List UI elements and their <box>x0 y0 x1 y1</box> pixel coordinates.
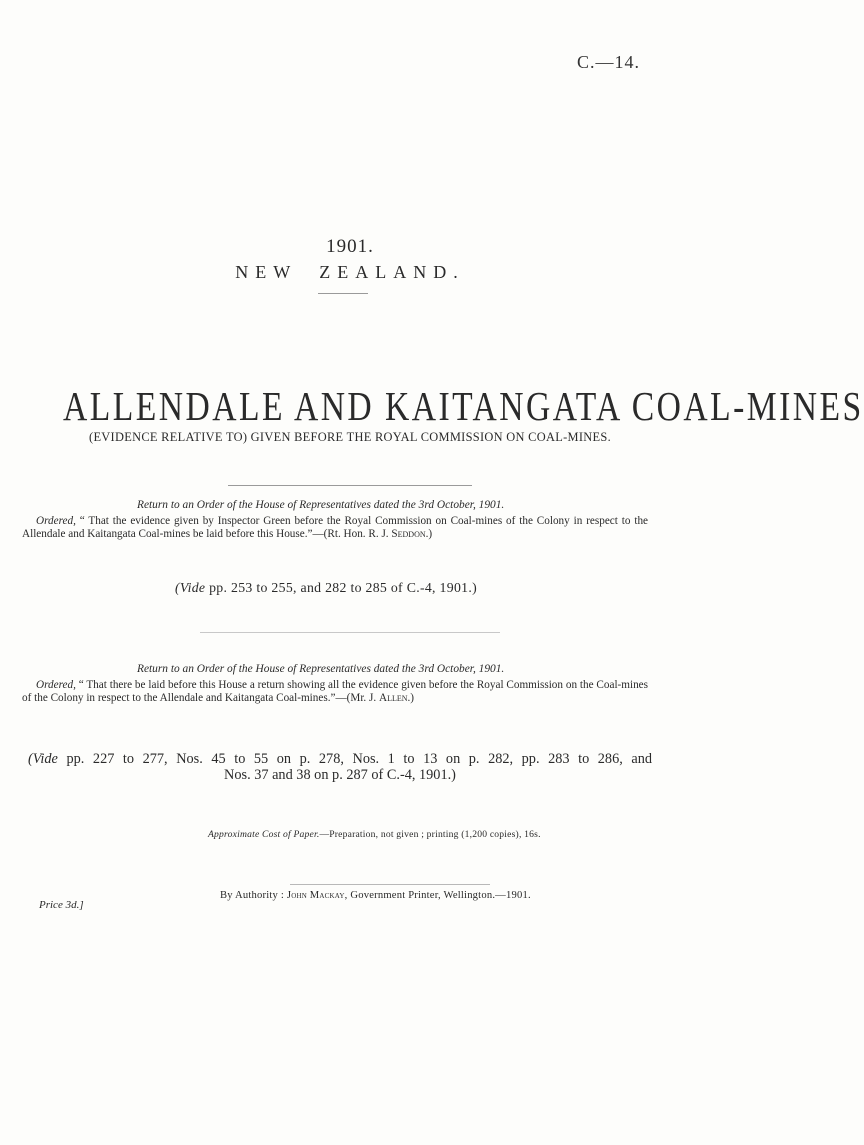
section-rule <box>228 485 472 486</box>
return-1-ordered-paragraph <box>22 515 648 541</box>
printer-authority <box>220 890 531 901</box>
return-2-ordered-paragraph <box>22 679 648 705</box>
return-2-vide-reference <box>28 751 652 783</box>
ordered-text: “ That there be laid before this House a return showing all the evidence given before the Royal Commission on the Coal-mines of the Colony in respect to the Allendale and Kaitangata Coal-mines.”—(Mr. J. <box>22 679 648 704</box>
return-2-order-line: Return to an Order of the House of Representatives dated the 3rd October, 1901. <box>137 663 505 675</box>
ordered-text: “ That the evidence given by Inspector Green before the Royal Commission on Coal-mines of the Colony in respect to the Allendale and Kaitangata Coal-mines be laid before this House.”—(Rt. Hon. R. J. <box>22 515 649 540</box>
country-heading <box>0 262 700 283</box>
cost-label: Approximate Cost of Paper. <box>208 829 320 840</box>
price: Price 3d.] <box>39 899 84 911</box>
paper-number: C.—14. <box>576 52 640 72</box>
country-word-2: ZEALAND. <box>319 262 465 282</box>
subtitle: (EVIDENCE RELATIVE TO) GIVEN BEFORE THE ROYAL COMMISSION ON COAL-MINES. <box>89 430 611 444</box>
main-title: ALLENDALE AND KAITANGATA COAL-MINES <box>63 383 864 429</box>
member-name: Seddon.) <box>391 528 433 540</box>
vide-text-line-1: pp. 227 to 277, Nos. 45 to 55 on p. 278, Nos. 1 to 13 on p. 282, pp. 283 to 286, and <box>66 751 652 767</box>
printer-name: John Mackay, <box>286 890 348 901</box>
year: 1901. <box>326 236 374 257</box>
authority-prefix: By Authority : <box>220 890 285 901</box>
vide-word: (Vide <box>175 580 206 595</box>
vide-text-line-2: Nos. 37 and 38 on p. 287 of C.-4, 1901.) <box>224 767 456 783</box>
return-1-order-line: Return to an Order of the House of Representatives dated the 3rd October, 1901. <box>137 499 505 511</box>
footer-rule <box>290 884 490 885</box>
member-name: Allen.) <box>378 692 415 704</box>
vide-word: (Vide <box>28 751 58 767</box>
section-rule <box>200 632 500 633</box>
approximate-cost <box>208 829 541 840</box>
vide-text: pp. 253 to 255, and 282 to 285 of C.-4, 1901.) <box>209 580 477 595</box>
country-word-1: NEW <box>235 262 298 282</box>
cost-text: —Preparation, not given ; printing (1,200 copies), 16s. <box>319 829 541 840</box>
return-1-vide-reference <box>175 580 477 596</box>
ordered-word: Ordered, <box>36 679 76 691</box>
divider-rule <box>318 293 368 294</box>
ordered-word: Ordered, <box>36 515 76 527</box>
vide-line-1 <box>28 751 652 767</box>
authority-suffix: Government Printer, Wellington.—1901. <box>350 890 531 901</box>
